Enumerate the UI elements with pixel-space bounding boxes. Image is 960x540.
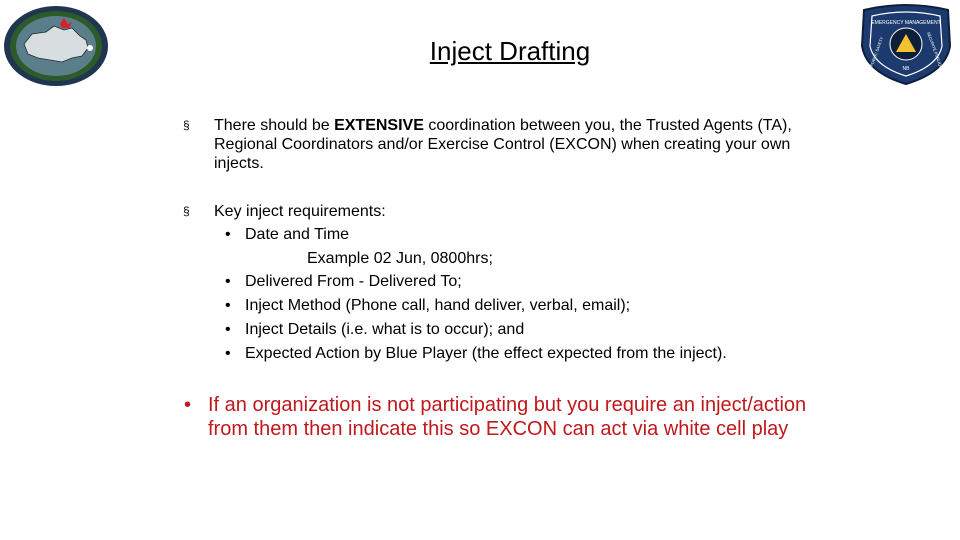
- list-item-date-time: Date and Time: [245, 226, 350, 243]
- list-item-delivered: Delivered From - Delivered To;: [245, 273, 462, 290]
- white-cell-note: If an organization is not participating but you require an inject/action from them then indicate this so EXCON can act via white cell play: [208, 394, 807, 440]
- list-item-details: Inject Details (i.e. what is to occur); and: [245, 321, 525, 338]
- square-bullet-1: §: [183, 118, 190, 132]
- badge-text-top: EMERGENCY MANAGEMENT: [871, 20, 941, 26]
- requirements-list: [225, 223, 825, 363]
- slide-title: Inject Drafting: [429, 36, 591, 66]
- list-item-method: Inject Method (Phone call, hand deliver, verbal, email);: [245, 297, 631, 314]
- list-bullet: •: [225, 345, 231, 362]
- square-bullet-2: §: [183, 204, 190, 218]
- requirements-heading: Key inject requirements:: [214, 203, 386, 220]
- list-bullet: •: [225, 321, 231, 338]
- coordination-text-pre: There should be: [214, 117, 335, 134]
- list-bullet: •: [225, 273, 231, 290]
- list-item-expected-action: Expected Action by Blue Player (the effect expected from the inject).: [245, 345, 727, 362]
- badge-text-bottom: NB: [902, 66, 910, 72]
- coordination-text-post: coordination between you, the Trusted Agents (TA), Regional Coordinators and/or Exercise Control (EXCON) when creating your own injects.: [214, 117, 792, 172]
- list-bullet: •: [225, 297, 231, 314]
- badge-text-right: SÉCURITÉ PUBLIQUE: [925, 31, 945, 72]
- note-bullet: •: [184, 394, 192, 416]
- badge-text-left: PUBLIC SAFETY: [868, 36, 885, 67]
- list-bullet: •: [225, 226, 231, 243]
- coordination-paragraph: [214, 116, 836, 173]
- list-item-example: Example 02 Jun, 0800hrs;: [307, 250, 493, 267]
- coordination-text-bold: EXTENSIVE: [334, 117, 424, 134]
